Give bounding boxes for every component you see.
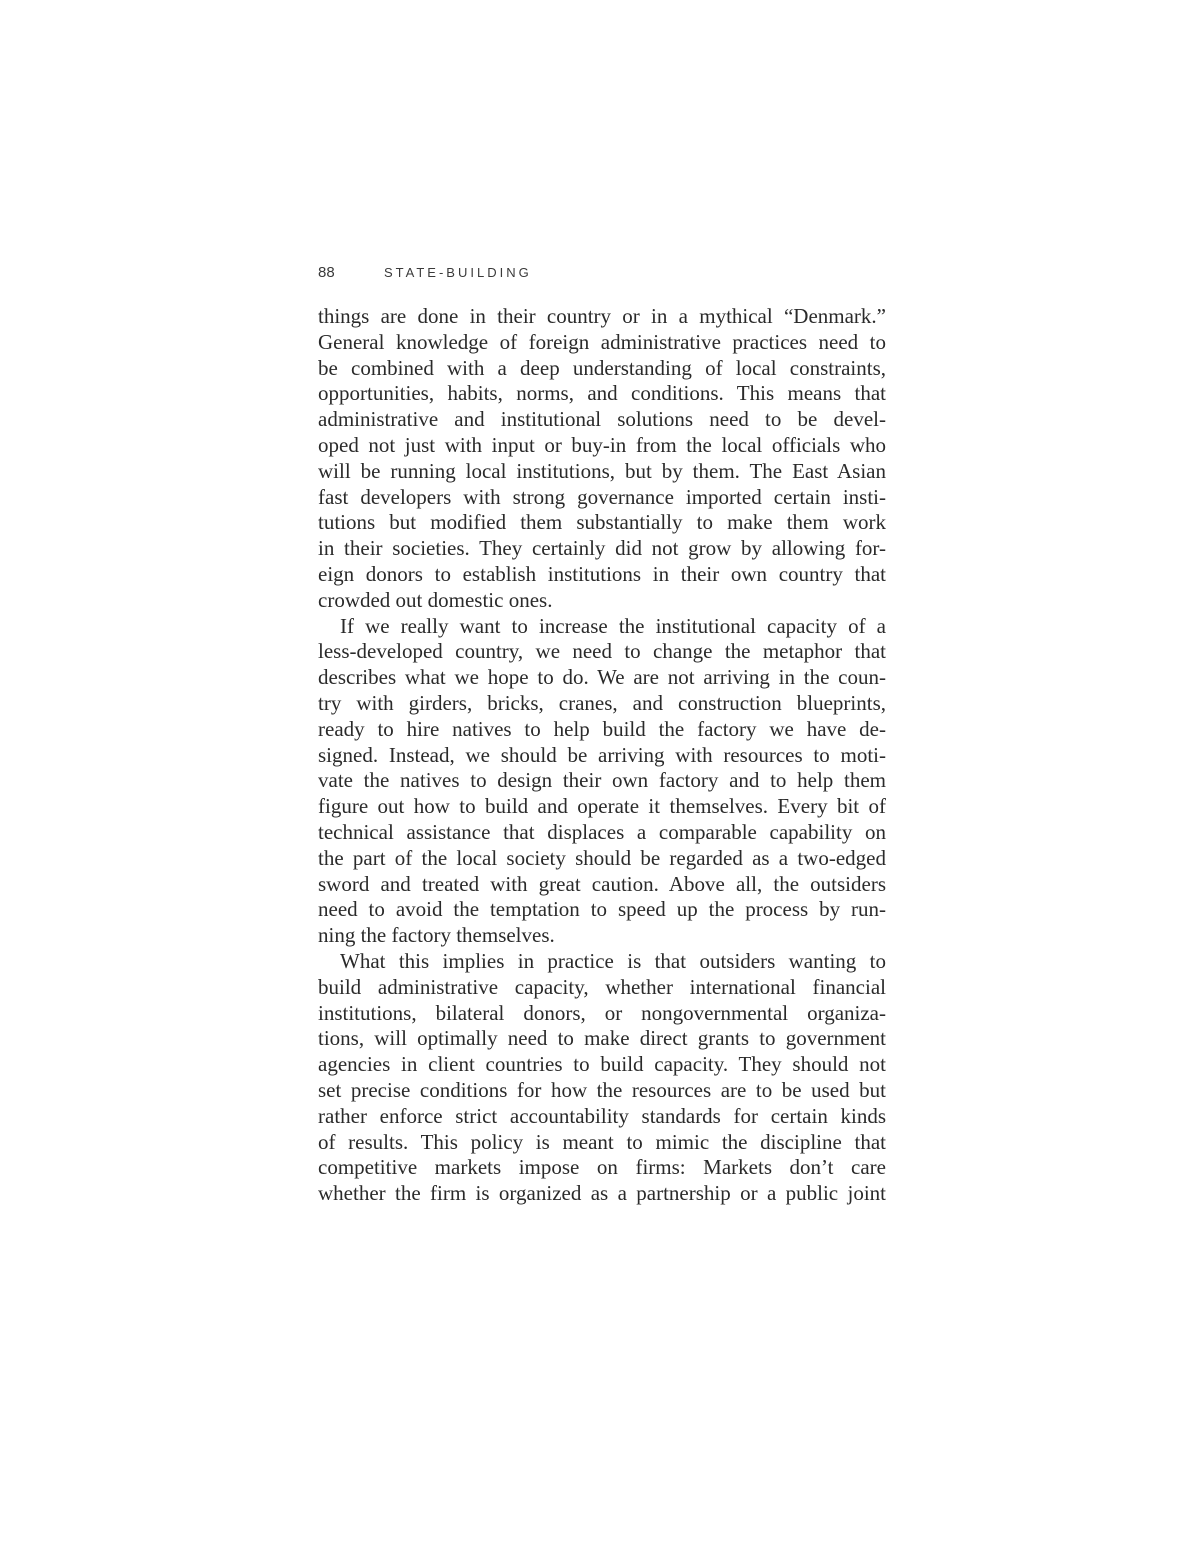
text-line: the part of the local society should be regarded as a two-edged [318,845,886,870]
text-line: competitive markets impose on firms: Markets don’t care [318,1155,886,1180]
paragraph-2 [318,614,886,949]
text-line: in their societies. They certainly did not grow by allowing for- [318,536,886,561]
text-line: administrative and institutional solutions need to be devel- [318,407,886,432]
text-line: whether the firm is organized as a partnership or a public joint [318,1181,886,1206]
text-line: signed. Instead, we should be arriving with resources to moti- [318,742,886,767]
page-number: 88 [318,263,335,281]
text-line: General knowledge of foreign administrative practices need to [318,329,886,354]
text-line: tions, will optimally need to make direct grants to government [318,1026,886,1051]
text-line: eign donors to establish institutions in their own country that [318,561,886,586]
text-line: set precise conditions for how the resources are to be used but [318,1077,886,1102]
text-line: will be running local institutions, but by them. The East Asian [318,458,886,483]
text-line: of results. This policy is meant to mimic the discipline that [318,1129,886,1154]
text-line: institutions, bilateral donors, or nongovernmental organiza- [318,1000,886,1025]
text-line: things are done in their country or in a mythical “Denmark.” [318,304,886,328]
page-header [318,259,890,285]
text-line: rather enforce strict accountability standards for certain kinds [318,1103,886,1128]
text-line: tutions but modified them substantially to make them work [318,510,886,535]
text-line: What this implies in practice is that outsiders wanting to [340,948,886,973]
text-line: figure out how to build and operate it themselves. Every bit of [318,794,886,819]
text-line: ready to hire natives to help build the factory we have de- [318,716,886,741]
body-text [318,304,886,1207]
text-line: be combined with a deep understanding of local constraints, [318,355,886,380]
text-line: oped not just with input or buy-in from the local officials who [318,432,886,457]
running-head: STATE-BUILDING [384,264,532,280]
text-line: sword and treated with great caution. Above all, the outsiders [318,871,886,896]
paragraph-3 [318,949,886,1207]
text-line: need to avoid the temptation to speed up the process by run- [318,897,886,922]
text-line: If we really want to increase the institutional capacity of a [340,613,886,638]
text-line: opportunities, habits, norms, and conditions. This means that [318,381,886,406]
text-line: technical assistance that displaces a comparable capability on [318,819,886,844]
paragraph-1 [318,304,886,614]
text-line: less-developed country, we need to change the metaphor that [318,639,886,664]
text-line: try with girders, bricks, cranes, and construction blueprints, [318,690,886,715]
text-line: crowded out domestic ones. [318,587,553,612]
text-line: build administrative capacity, whether international financial [318,974,886,999]
text-line: agencies in client countries to build capacity. They should not [318,1052,886,1077]
text-line: fast developers with strong governance imported certain insti- [318,484,886,509]
text-line: ning the factory themselves. [318,923,555,948]
text-line: vate the natives to design their own factory and to help them [318,768,886,793]
text-line: describes what we hope to do. We are not arriving in the coun- [318,665,886,690]
